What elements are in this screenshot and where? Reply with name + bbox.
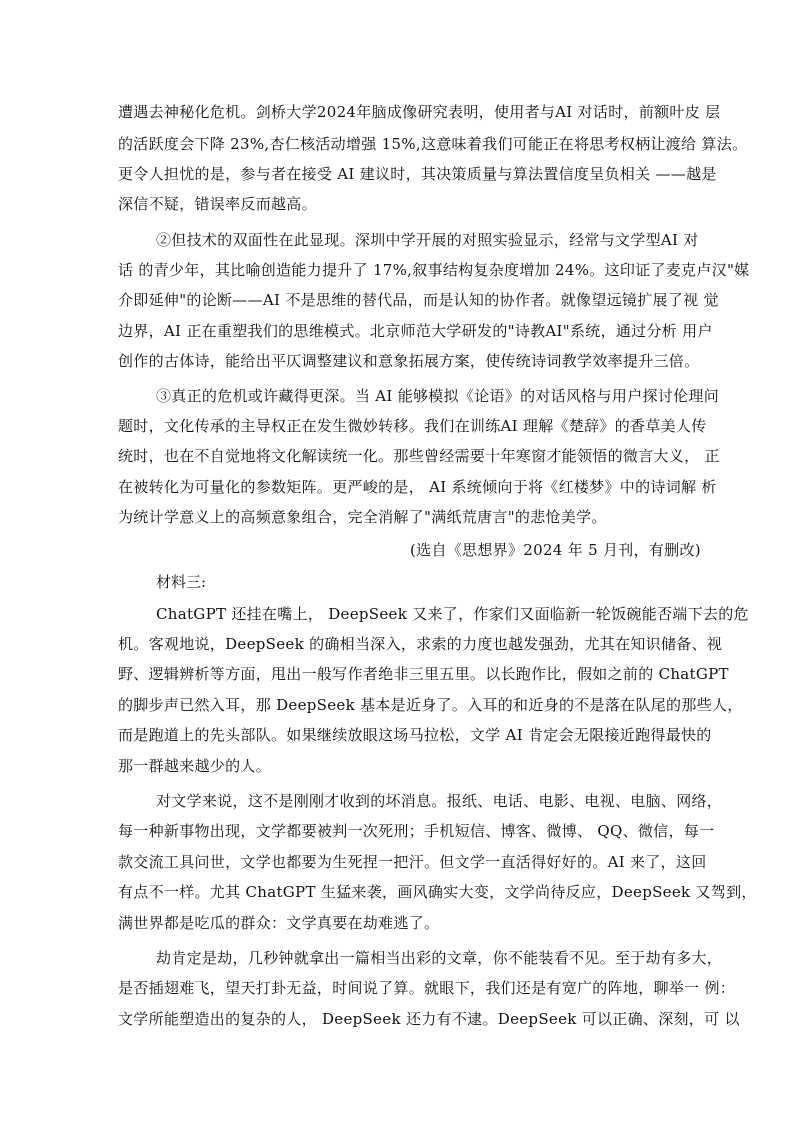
text-line: ②但技术的双面性在此显现。深圳中学开展的对照实验显示，经常与文学型AI 对 [156,231,699,249]
text-line: 为统计学意义上的高频意象组合，完全消解了"满纸荒唐言"的悲怆美学。 [118,508,607,526]
text-line: 有点不一样。尤其 ChatGPT 生猛来袭，画风确实大变，文学尚待反应，DeepSeek 又驾到， [118,883,757,901]
text-line: 满世界都是吃瓜的群众：文学真要在劫难逃了。 [118,914,440,932]
text-line: 那一群越来越少的人。 [118,757,272,775]
text-line: 话 的青少年，其比喻创造能力提升了 17%,叙事结构复杂度增加 24%。这印证了麦克卢汉"媒 [118,261,750,279]
material-heading: 材料三: [156,573,207,591]
text-line: 在被转化为可量化的参数矩阵。更严峻的是， AI 系统倾向于将《红楼梦》中的诗词解 析 [118,478,717,496]
text-line: 款交流工具问世，文学也都要为生死捏一把汗。但文学一直活得好好的。AI 来了，这回 [118,853,707,871]
text-line: 题时，文化传承的主导权正在发生微妙转移。我们在训练AI 理解《楚辞》的香草美人传 [118,417,707,435]
text-line: 而是跑道上的先头部队。如果继续放眼这场马拉松，文学 AI 肯定会无限接近跑得最快的 [118,726,712,744]
text-line: ChatGPT 还挂在嘴上， DeepSeek 又来了，作家们又面临新一轮饭碗能否端下去的危 [156,605,749,623]
text-line: 介即延伸"的论断——AI 不是思维的替代品，而是认知的协作者。就像望远镜扩展了视 觉 [118,291,719,309]
text-line: 的活跃度会下降 23%,杏仁核活动增强 15%,这意味着我们可能正在将思考权柄让渡给 算法。 [118,135,748,153]
text-line: 是否插翅难飞，望天打卦无益，时间说了算。就眼下，我们还是有宽广的阵地，聊举一 例： [118,979,736,997]
text-line: 每一种新事物出现，文学都要被判一次死刑；手机短信、博客、微博、 QQ、微信，每一 [118,822,715,840]
text-line: 更令人担忧的是，参与者在接受 AI 建议时，其决策质量与算法置信度呈负相关 ——越是 [118,165,717,183]
text-line: 遭遇去神秘化危机。剑桥大学2024年脑成像研究表明，使用者与AI 对话时，前额叶皮 层 [118,103,721,121]
text-line: 创作的古体诗，能给出平仄调整建议和意象拓展方案，使传统诗词教学效率提升三倍。 [118,352,700,370]
text-line: 边界，AI 正在重塑我们的思维模式。北京师范大学研发的"诗教AI"系统，通过分析 用户 [118,322,713,340]
text-line: 劫肯定是劫，几秒钟就拿出一篇相当出彩的文章，你不能装看不见。至于劫有多大， [156,949,723,967]
text-line: 野、逻辑辨析等方面，甩出一般写作者绝非三里五里。以长跑作比，假如之前的 ChatGPT [118,665,729,683]
text-line: 统时，也在不自觉地将文化解读统一化。那些曾经需要十年寒窗才能领悟的微言大义， 正 [118,447,720,465]
text-line: 的脚步声已然入耳，那 DeepSeek 基本是近身了。入耳的和近身的不是落在队尾的那些人， [118,696,743,714]
text-line: 文学所能塑造出的复杂的人， DeepSeek 还力有不逮。DeepSeek 可以正确、深刻，可 以 [118,1010,740,1028]
text-line: 深信不疑，错误率反而越高。 [118,195,317,213]
source-note: (选自《思想界》2024 年 5 月刊，有删改) [410,541,701,559]
text-line: 机。客观地说，DeepSeek 的确相当深入，求索的力度也越发强劲，尤其在知识储备、视 [118,635,723,653]
text-line: 对文学来说，这不是刚刚才收到的坏消息。报纸、电话、电影、电视、电脑、网络， [156,792,723,810]
text-line: ③真正的危机或许藏得更深。当 AI 能够模拟《论语》的对话风格与用户探讨伦理问 [156,387,719,405]
